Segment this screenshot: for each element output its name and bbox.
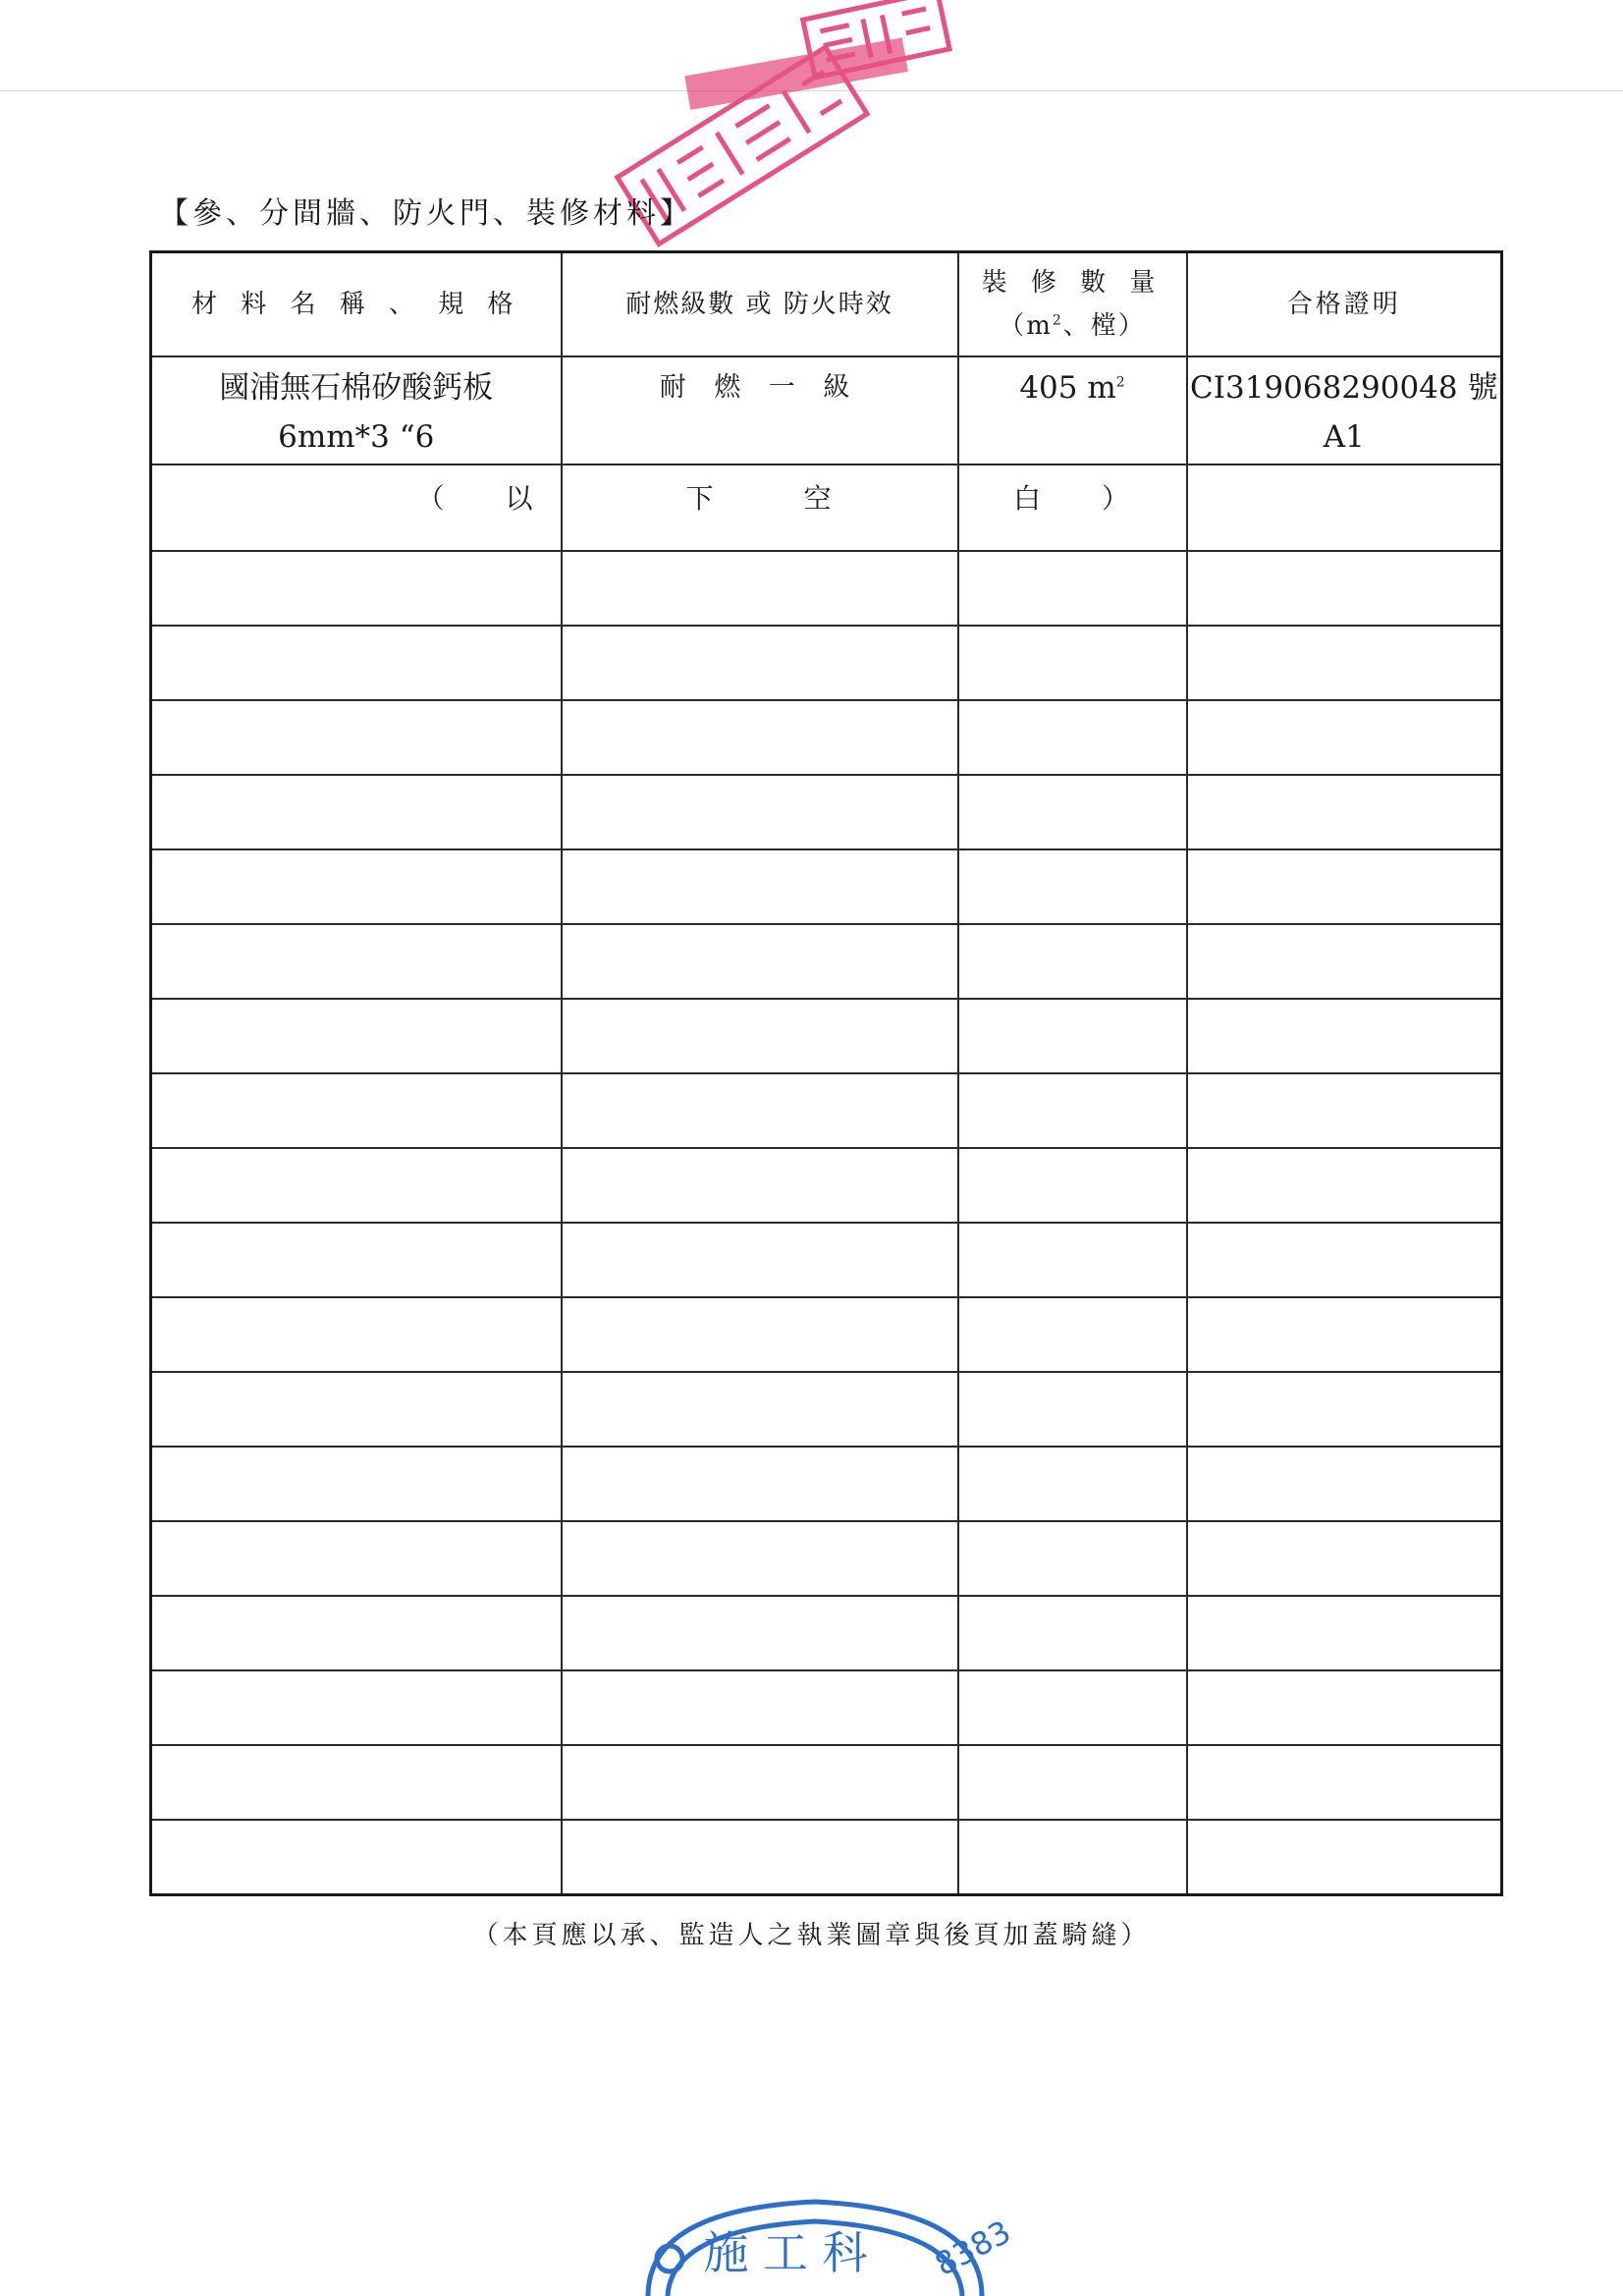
table-header-row [151, 252, 1502, 357]
empty-cell [562, 551, 958, 626]
empty-cell [562, 924, 958, 999]
empty-cell [151, 775, 562, 849]
empty-cell [958, 849, 1187, 924]
grade-value: 耐 燃 一 級 [659, 372, 860, 403]
empty-cell [958, 1670, 1187, 1745]
empty-cell [151, 1521, 562, 1596]
fill-cell-3: 白 ） [958, 465, 1187, 551]
empty-cell [1187, 849, 1502, 924]
empty-cell [958, 999, 1187, 1073]
empty-cell [151, 999, 562, 1073]
table-row [151, 1223, 1502, 1297]
empty-cell [151, 924, 562, 999]
empty-cell [151, 849, 562, 924]
header-material: 材 料 名 稱 、 規 格 [151, 252, 562, 357]
empty-cell [958, 1073, 1187, 1148]
header-grade [562, 252, 958, 357]
materials-table [149, 250, 1503, 1896]
quantity-value: 405 m [1019, 370, 1116, 406]
cell-certificate [1187, 356, 1502, 465]
cell-grade [562, 356, 958, 465]
empty-cell [151, 1745, 562, 1820]
blue-seal-stamp-bottom [628, 2190, 1017, 2296]
table-row [151, 775, 1502, 849]
empty-cell [958, 1745, 1187, 1820]
empty-cell [562, 999, 958, 1073]
empty-cell [958, 775, 1187, 849]
empty-cell [958, 1820, 1187, 1895]
empty-cell [151, 1670, 562, 1745]
empty-cell [958, 1447, 1187, 1521]
table-row [151, 1670, 1502, 1745]
empty-cell [151, 1447, 562, 1521]
empty-cell [1187, 1820, 1502, 1895]
empty-cell [151, 626, 562, 700]
cell-quantity: 405 $m^2$ [958, 356, 1187, 465]
empty-cell [958, 1148, 1187, 1223]
table-row [151, 626, 1502, 700]
table-row [151, 1820, 1502, 1895]
empty-cell [1187, 1447, 1502, 1521]
empty-cell [1187, 1670, 1502, 1745]
empty-cell [562, 1447, 958, 1521]
empty-cell [1187, 1521, 1502, 1596]
fill-cell-1: （ 以 [151, 465, 562, 551]
fill-cell-4 [1187, 465, 1502, 551]
empty-cell [151, 1297, 562, 1372]
empty-cell [562, 1745, 958, 1820]
empty-cell [1187, 1223, 1502, 1297]
table-row [151, 1073, 1502, 1148]
empty-cell [151, 1596, 562, 1670]
section-heading: 【參、分間牆、防火門、裝修材料】 [159, 196, 693, 231]
table-row [151, 1297, 1502, 1372]
empty-cell [958, 626, 1187, 700]
bottom-stamp-phone: 8383 [928, 2213, 1017, 2284]
table-row [151, 1447, 1502, 1521]
empty-cell [1187, 1073, 1502, 1148]
empty-cell [562, 775, 958, 849]
empty-cell [1187, 1745, 1502, 1820]
empty-cell [958, 1521, 1187, 1596]
empty-cell [1187, 924, 1502, 999]
empty-cell [562, 1223, 958, 1297]
empty-cell [151, 1073, 562, 1148]
table-row [151, 924, 1502, 999]
table-row [151, 356, 1502, 465]
empty-cell [1187, 626, 1502, 700]
table-row [151, 1596, 1502, 1670]
empty-cell [151, 700, 562, 775]
empty-cell [1187, 1372, 1502, 1447]
table-row [151, 1372, 1502, 1447]
bottom-stamp-text: 施 工 科 [703, 2226, 868, 2279]
table-row [151, 1745, 1502, 1820]
empty-cell [562, 700, 958, 775]
empty-cell [1187, 775, 1502, 849]
empty-cell [562, 1521, 958, 1596]
empty-cell [958, 1297, 1187, 1372]
header-quantity-line2: （$m^2$、樘） [999, 311, 1146, 341]
empty-cell [562, 1073, 958, 1148]
empty-cell [1187, 551, 1502, 626]
empty-cell [1187, 1297, 1502, 1372]
table-row [151, 1148, 1502, 1223]
table-row [151, 1521, 1502, 1596]
empty-cell [1187, 999, 1502, 1073]
empty-cell [958, 551, 1187, 626]
blank-rows [151, 551, 1502, 1895]
blank-remainder-row [151, 465, 1502, 551]
empty-cell [562, 849, 958, 924]
certificate-number: CI319068290048 號 [1190, 370, 1498, 406]
empty-cell [151, 551, 562, 626]
empty-cell [562, 1148, 958, 1223]
empty-cell [958, 1372, 1187, 1447]
empty-cell [562, 1670, 958, 1745]
cell-material [151, 356, 562, 465]
empty-cell [562, 1596, 958, 1670]
empty-cell [958, 1223, 1187, 1297]
certificate-class: A1 [1323, 419, 1365, 455]
material-name: 國浦無石棉矽酸鈣板 [219, 370, 494, 406]
empty-cell [562, 1297, 958, 1372]
empty-cell [151, 1223, 562, 1297]
page-footnote: （本頁應以承、監造人之執業圖章與後頁加蓋騎縫） [472, 1921, 1151, 1950]
table-row [151, 700, 1502, 775]
empty-cell [562, 1820, 958, 1895]
material-spec: 6mm*3 “6 [278, 419, 435, 455]
empty-cell [562, 626, 958, 700]
header-quantity [958, 252, 1187, 357]
table-row [151, 551, 1502, 626]
empty-cell [958, 1596, 1187, 1670]
empty-cell [958, 700, 1187, 775]
fill-cell-2: 下 空 [562, 465, 958, 551]
empty-cell [1187, 1596, 1502, 1670]
table-row [151, 849, 1502, 924]
empty-cell [151, 1820, 562, 1895]
empty-cell [1187, 700, 1502, 775]
header-quantity-line1: 裝 修 數 量 [981, 268, 1163, 298]
empty-cell [1187, 1148, 1502, 1223]
empty-cell [151, 1148, 562, 1223]
header-grade-label: 耐燃級數 或 防火時效 [625, 290, 893, 319]
empty-cell [151, 1372, 562, 1447]
header-certificate: 合格證明 [1187, 252, 1502, 357]
empty-cell [958, 924, 1187, 999]
empty-cell [562, 1372, 958, 1447]
table-row [151, 999, 1502, 1073]
